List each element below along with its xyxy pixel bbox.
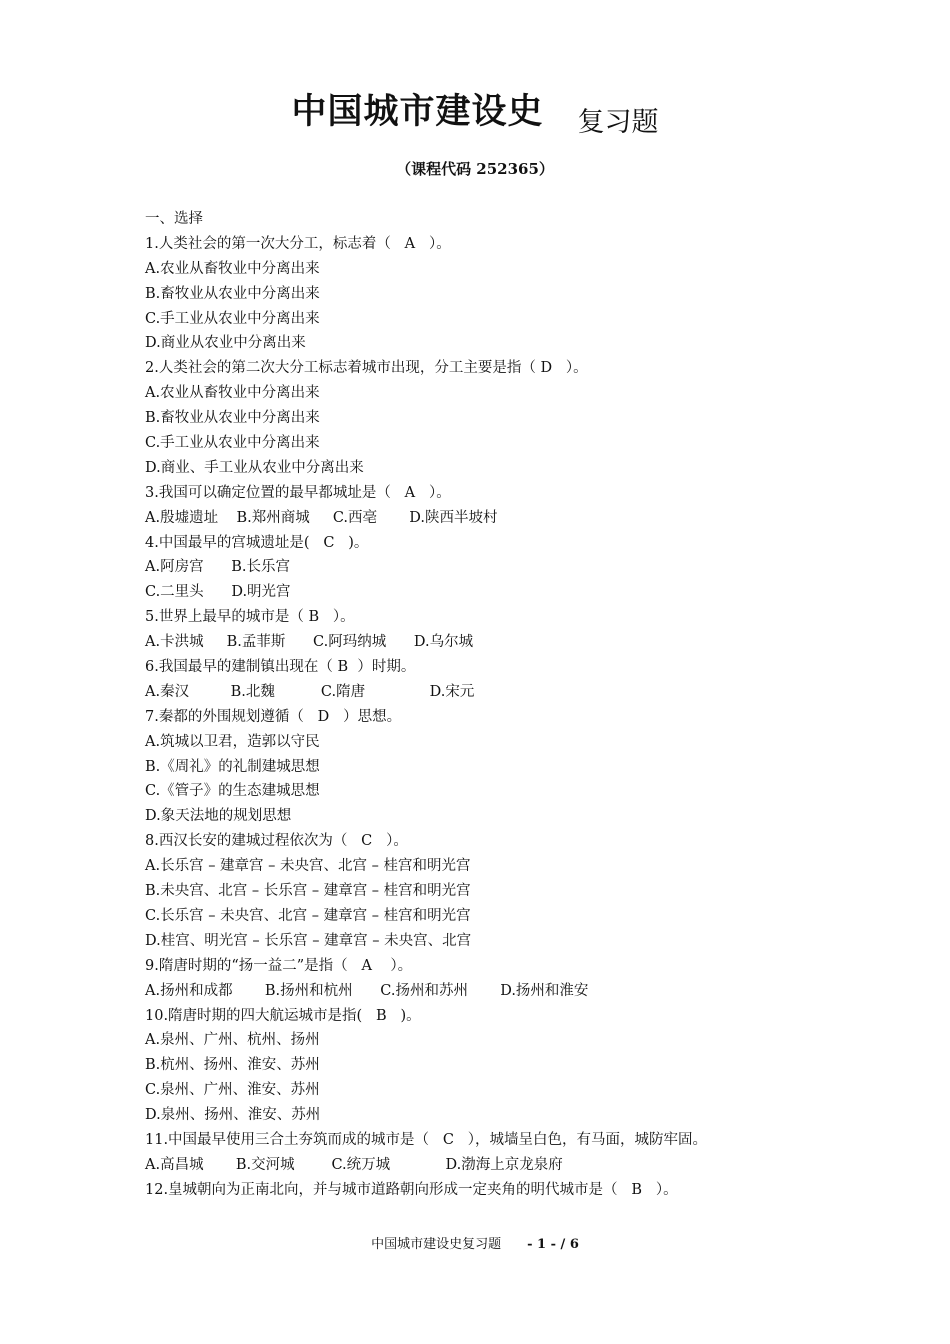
text-line: A.泉州、广州、杭州、扬州 — [145, 1032, 320, 1049]
text-line: A.秦汉 B.北魏 C.隋唐 D.宋元 — [145, 683, 475, 700]
text-line: 4.中国最早的宫城遗址是( C )。 — [145, 534, 369, 551]
text-line: A.高昌城 B.交河城 C.统万城 D.渤海上京龙泉府 — [145, 1156, 563, 1173]
text-line: 7.秦都的外围规划遵循（ D ）思想。 — [145, 708, 402, 725]
section-heading: 一、选择 — [145, 211, 203, 227]
text-line: B.畜牧业从农业中分离出来 — [145, 285, 320, 302]
page-number: - 1 - / 6 — [527, 1237, 579, 1252]
text-line: B.《周礼》的礼制建城思想 — [145, 758, 320, 775]
text-line: 9.隋唐时期的“扬一益二”是指（ A ）。 — [145, 957, 413, 974]
text-line: 1.人类社会的第一次大分工，标志着（ A ）。 — [145, 235, 451, 252]
text-line: C.《管子》的生态建城思想 — [145, 783, 320, 800]
text-line: 2.人类社会的第二次大分工标志着城市出现，分工主要是指（ D ）。 — [145, 360, 588, 377]
text-line: 5.世界上最早的城市是（ B ）。 — [145, 609, 355, 626]
text-line: A.农业从畜牧业中分离出来 — [145, 385, 320, 402]
document-subtitle: 复习题 — [577, 107, 659, 138]
question-list — [145, 207, 845, 1203]
text-line: A.阿房宫 B.长乐宫 — [145, 559, 290, 576]
text-line: C.手工业从农业中分离出来 — [145, 435, 320, 452]
text-line: C.手工业从农业中分离出来 — [145, 310, 320, 327]
text-line: C.泉州、广州、淮安、苏州 — [145, 1082, 320, 1099]
text-line: 10.隋唐时期的四大航运城市是指( B )。 — [145, 1007, 421, 1024]
text-line: 12.皇城朝向为正南北向，并与城市道路朝向形成一定夹角的明代城市是（ B ）。 — [145, 1181, 678, 1198]
text-line: C.长乐宫 – 未央宫、北宫 – 建章宫 – 桂宫和明光宫 — [145, 907, 471, 924]
footer-title: 中国城市建设史复习题 — [371, 1237, 502, 1252]
course-code: （课程代码 252365） — [396, 160, 554, 178]
text-line: D.商业从农业中分离出来 — [145, 335, 306, 352]
text-line: 11.中国最早使用三合土夯筑而成的城市是（ C ），城墙呈白色，有马面，城防牢固。 — [145, 1131, 708, 1148]
text-line: 6.我国最早的建制镇出现在（ B ）时期。 — [145, 659, 416, 676]
text-line: 8.西汉长安的建城过程依次为（ C ）。 — [145, 833, 408, 850]
text-line: D.桂宫、明光宫 – 长乐宫 – 建章宫 – 未央宫、北宫 — [145, 932, 472, 949]
text-line: D.商业、手工业从农业中分离出来 — [145, 459, 364, 476]
text-line: A.筑城以卫君，造郭以守民 — [145, 733, 320, 750]
text-line: C.二里头 D.明光宫 — [145, 584, 291, 601]
text-line: A.长乐宫 – 建章宫 – 未央宫、北宫 – 桂宫和明光宫 — [145, 858, 471, 875]
text-line: A.扬州和成都 B.扬州和杭州 C.扬州和苏州 D.扬州和淮安 — [145, 982, 589, 999]
page-footer — [0, 1233, 950, 1252]
text-line: B.杭州、扬州、淮安、苏州 — [145, 1057, 320, 1074]
text-line: A.卡洪城 B.孟菲斯 C.阿玛纳城 D.乌尔城 — [145, 634, 474, 651]
text-line: D.象天法地的规划思想 — [145, 808, 292, 825]
text-line: D.泉州、扬州、淮安、苏州 — [145, 1107, 321, 1124]
text-line: A.殷墟遗址 B.郑州商城 C.西亳 D.陕西半坡村 — [145, 509, 498, 526]
text-line: A.农业从畜牧业中分离出来 — [145, 260, 320, 277]
text-line: 3.我国可以确定位置的最早都城址是（ A ）。 — [145, 484, 451, 501]
document-title: 中国城市建设史 — [291, 92, 544, 132]
title-block — [0, 84, 950, 138]
text-line: B.畜牧业从农业中分离出来 — [145, 410, 320, 427]
text-line: B.未央宫、北宫 – 长乐宫 – 建章宫 – 桂宫和明光宫 — [145, 883, 471, 900]
